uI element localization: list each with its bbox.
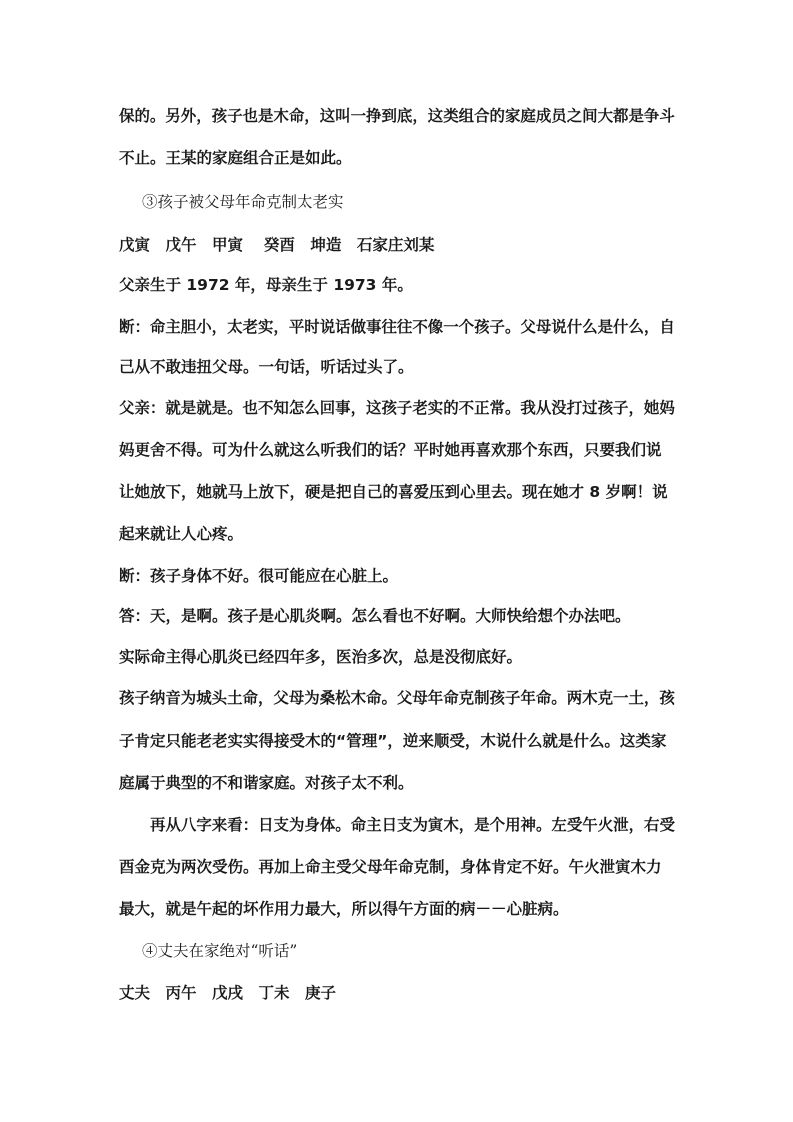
paragraph-line: 断：命主胆小，太老实，平时说话做事往往不像一个孩子。父母说什么是什么，自 [119,318,675,336]
paragraph-line: 断：孩子身体不好。很可能应在心脏上。 [119,567,399,585]
paragraph-line: 庭属于典型的不和谐家庭。对孩子太不利。 [119,774,414,792]
section-heading: ③孩子被父母年命克制太老实 [142,193,344,211]
paragraph-line: 酉金克为两次受伤。再加上命主受父母年命克制，身体肯定不好。午火泄寅木力 [119,858,662,876]
paragraph-line: 最大，就是午起的坏作用力最大，所以得午方面的病－－心脏病。 [119,900,569,918]
bazi-line: 戊寅 戊午 甲寅 癸酉 坤造 石家庄刘某 [119,236,435,254]
paragraph-line: 答：天，是啊。孩子是心肌炎啊。怎么看也不好啊。大师快给想个办法吧。 [119,607,631,625]
paragraph-line: 妈更舍不得。可为什么就这么听我们的话？平时她再喜欢那个东西，只要我们说 [119,441,662,459]
paragraph-line: 保的。另外，孩子也是木命，这叫一挣到底，这类组合的家庭成员之间大都是争斗 [119,107,675,125]
paragraph-line: 起来就让人心疼。 [119,525,244,543]
paragraph-line: 孩子纳音为城头土命，父母为桑松木命。父母年命克制孩子年命。两木克一土，孩 [119,689,675,707]
paragraph-line: 让她放下，她就马上放下，硬是把自己的喜爱压到心里去。现在她才 8 岁啊！说 [119,483,668,501]
section-heading: ④丈夫在家绝对“听话” [142,942,298,960]
bazi-line: 丈夫 丙午 戊戌 丁未 庚子 [119,984,337,1002]
paragraph-line: 再从八字来看：日支为身体。命主日支为寅木，是个用神。左受午火泄，右受 [150,816,675,834]
paragraph-line: 子肯定只能老老实实得接受木的“管理”，逆来顺受，木说什么就是什么。这类家 [119,732,667,750]
paragraph-line: 父亲生于 1972 年，母亲生于 1973 年。 [119,276,413,294]
paragraph-line: 父亲：就是就是。也不知怎么回事，这孩子老实的不正常。我从没打过孩子，她妈 [119,399,675,417]
paragraph-line: 己从不敢违扭父母。一句话，听话过头了。 [119,358,414,376]
paragraph-line: 不止。王某的家庭组合正是如此。 [119,149,352,167]
paragraph-line: 实际命主得心肌炎已经四年多，医治多次，总是没彻底好。 [119,648,523,666]
